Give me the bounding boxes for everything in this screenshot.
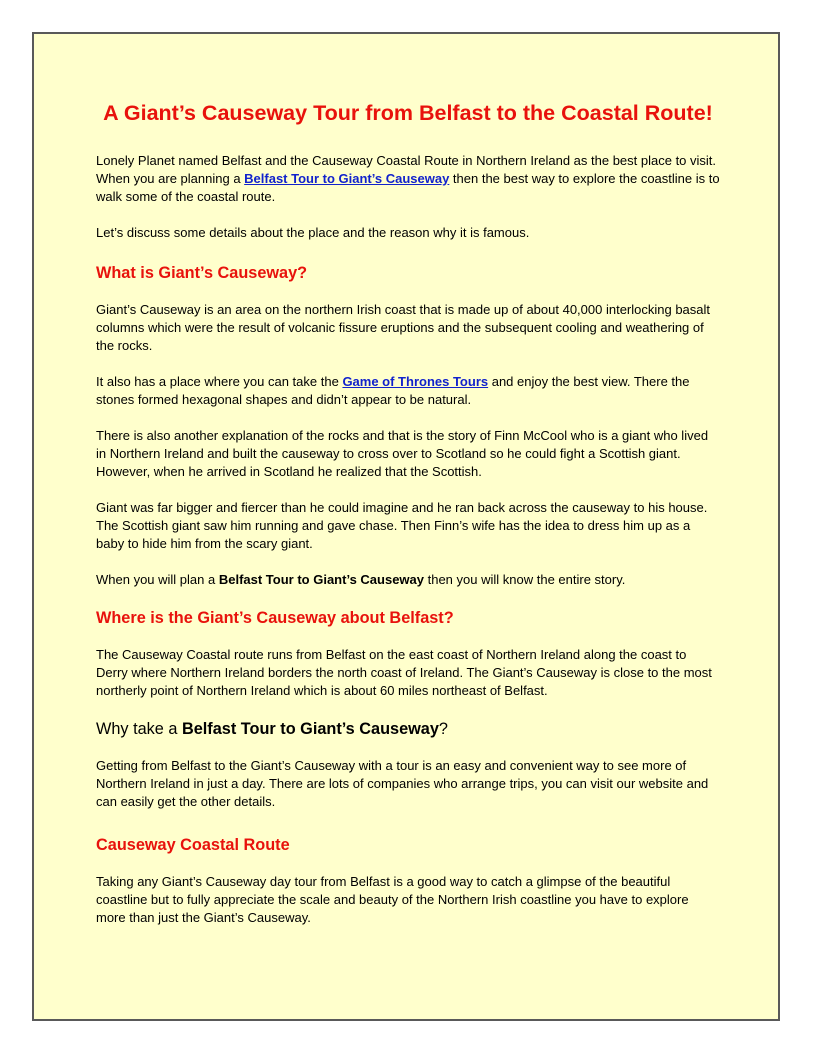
intro-paragraph-2: Let’s discuss some details about the place and the reason why it is famous.: [96, 225, 530, 240]
belfast-tour-link[interactable]: Belfast Tour to Giant’s Causeway: [244, 171, 450, 186]
section1-paragraph-2: [96, 373, 720, 409]
page-title: A Giant’s Causeway Tour from Belfast to the Coastal Route!: [103, 101, 713, 125]
section-heading-what-is: What is Giant’s Causeway?: [96, 264, 308, 282]
section1-paragraph-4: Giant was far bigger and fiercer than he could imagine and he ran back across the causeway to his house. The Scottish giant saw him running and gave chase. Then Finn’s wife has the idea to dress him up as a baby to hide him from the scary giant.: [96, 500, 708, 551]
section3-heading-before: Why take a: [96, 720, 182, 738]
section3-paragraph-1: Getting from Belfast to the Giant’s Causeway with a tour is an easy and convenient way to see more of Northern Ireland in just a day. There are lots of companies who arrange trips, you can visit our website and can easily get the other details.: [96, 758, 709, 809]
section2-paragraph-1: The Causeway Coastal route runs from Belfast on the east coast of Northern Ireland along the coast to Derry where Northern Ireland borders the north coast of Ireland. The Giant’s Causeway is close to the most northerly point of Northern Ireland which is about 60 miles northeast of Belfast.: [96, 647, 712, 698]
page-frame: [32, 32, 780, 1021]
section1-p5-bold-text: Belfast Tour to Giant’s Causeway: [218, 572, 424, 587]
section3-heading-after: ?: [438, 720, 448, 738]
section-heading-why-take: [96, 718, 720, 740]
section1-paragraph-5: [96, 571, 720, 589]
section3-heading-bold: Belfast Tour to Giant’s Causeway: [181, 720, 439, 738]
section1-p5-text-after: then you will know the entire story.: [424, 572, 626, 587]
section1-p2-text-before: It also has a place where you can take the: [96, 374, 343, 389]
intro-paragraph-1: [96, 152, 720, 206]
section-heading-where-is: Where is the Giant’s Causeway about Belfast?: [96, 609, 454, 627]
section1-paragraph-1: Giant’s Causeway is an area on the northern Irish coast that is made up of about 40,000 interlocking basalt columns which were the result of volcanic fissure eruptions and the subsequent cooling and weathering of the rocks.: [96, 302, 711, 353]
section1-p2-text-after: and enjoy the best view. There the stones formed hexagonal shapes and didn’t appear to be natural.: [96, 374, 690, 407]
game-of-thrones-tours-link[interactable]: Game of Thrones Tours: [342, 374, 489, 389]
section1-p5-text-before: When you will plan a: [96, 572, 219, 587]
section4-paragraph-1: Taking any Giant’s Causeway day tour from Belfast is a good way to catch a glimpse of the beautiful coastline but to fully appreciate the scale and beauty of the Northern Irish coastline you have to explore more than just the Giant’s Causeway.: [96, 874, 689, 925]
intro-p1-text-after: then the best way to explore the coastline is to walk some of the coastal route.: [96, 171, 720, 204]
section-heading-coastal-route: Causeway Coastal Route: [96, 836, 290, 854]
section1-paragraph-3: There is also another explanation of the rocks and that is the story of Finn McCool who is a giant who lived in Northern Ireland and built the causeway to cross over to Scotland so he could fight a Scottish giant. However, when he arrived in Scotland he realized that the Scottish.: [96, 428, 709, 479]
intro-p1-text-before: Lonely Planet named Belfast and the Causeway Coastal Route in Northern Ireland as the best place to visit. When you are planning a: [96, 153, 717, 186]
document-content: [96, 96, 720, 927]
